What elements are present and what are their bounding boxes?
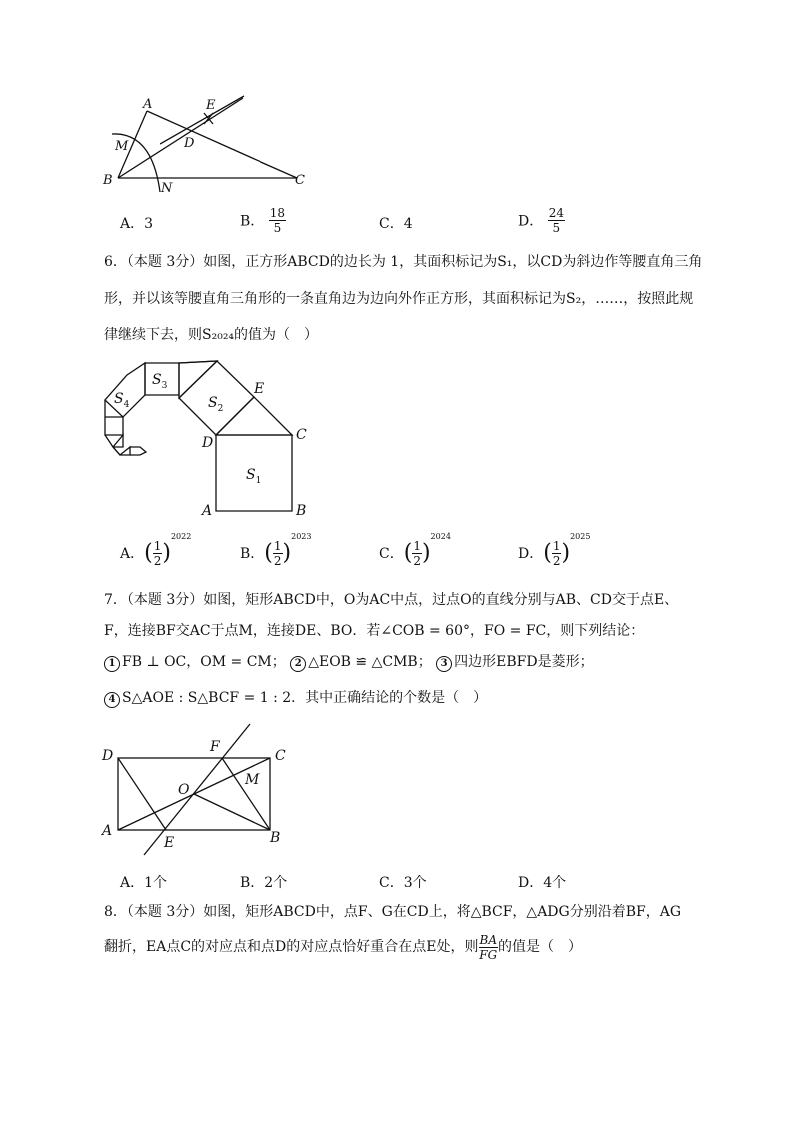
q5-option-d[interactable]: D． $\frac{24}{5}$	[518, 206, 564, 235]
label-a: A	[143, 97, 153, 112]
label-a7: A	[102, 823, 113, 839]
q7-option-d[interactable]: D．4个	[518, 875, 567, 891]
label-d: D	[184, 136, 195, 151]
q6-line-1: 6．（本题 3分）如图，正方形ABCD的边长为 1，其面积标记为S₁，以CD为斜边作等腰直角三角	[104, 254, 703, 270]
q6-option-d[interactable]: D．( $\frac{1}{2}$ )$^{2025}$	[518, 532, 591, 568]
label-f7: F	[210, 739, 220, 755]
q8-fraction: $\frac{BA}{FG}$	[479, 932, 498, 962]
q6-option-b[interactable]: B．( $\frac{1}{2}$ )$^{2023}$	[240, 532, 312, 568]
q5-option-b-fraction: $\frac{18}{5}$	[269, 206, 286, 235]
q6-line-3: 律继续下去，则S₂₀₂₄的值为（ ）	[104, 327, 319, 343]
q7-option-a[interactable]: A．1个	[120, 875, 168, 891]
q6-line-2: 形，并以该等腰直角三角形的一条直角边为边向外作正方形，其面积标记为S₂，……，按照此规	[104, 291, 694, 307]
q5-option-c[interactable]: C．4	[379, 216, 413, 232]
q5-option-a[interactable]: A．3	[120, 216, 154, 232]
square-s3	[179, 361, 217, 398]
triangle-3	[179, 361, 217, 363]
tail	[130, 447, 146, 455]
label-d7: D	[102, 748, 114, 764]
label-e: E	[206, 98, 216, 113]
conclusion-3-marker: 3	[436, 656, 452, 672]
q6-option-c[interactable]: C．( $\frac{1}{2}$ )$^{2024}$	[379, 532, 451, 568]
label-s3: $S_3$	[152, 372, 168, 391]
q5-figure-right	[260, 92, 320, 200]
triangle-cde	[216, 397, 292, 435]
q8-line-1: 8．（本题 3分）如图，矩形ABCD中，点F、G在CD上，将△BCF，△ADG分别沿着BF，AG	[104, 904, 682, 920]
q7-line-1: 7．（本题 3分）如图，矩形ABCD中，O为AC中点，过点O的直线分别与AB、CD交于点E、	[104, 592, 679, 608]
label-m: M	[115, 139, 129, 154]
label-b: B	[103, 173, 113, 188]
label-s2: $S_2$	[208, 395, 224, 414]
label-b6: B	[296, 503, 307, 519]
label-n: N	[161, 181, 173, 196]
q7-line-3: 1 FB ⊥ OC，OM = CM； 2 △EOB ≌ △CMB； 3 四边形EBFD是菱形；	[104, 652, 594, 672]
label-c6: C	[296, 427, 307, 443]
q5-options	[120, 206, 680, 250]
label-s4: $S_4$	[114, 391, 130, 410]
label-d6: D	[202, 435, 214, 451]
q7-option-b[interactable]: B．2个	[240, 875, 288, 891]
label-b7: B	[270, 830, 281, 846]
q8-line-2: 翻折，EA点C的对应点和点D的对应点恰好重合在点E处，则 $\frac{BA}{FG}$ 的值是（ ）	[104, 932, 582, 962]
line-ef	[144, 724, 250, 855]
label-s1: $S_1$	[246, 467, 262, 486]
q5-option-d-fraction: $\frac{24}{5}$	[548, 206, 564, 235]
q7-option-c[interactable]: C．3个	[379, 875, 427, 891]
label-c7: C	[275, 748, 286, 764]
q6-figure	[100, 355, 320, 520]
conclusion-4-marker: 4	[104, 692, 120, 708]
q6-option-a[interactable]: A．( $\frac{1}{2}$ )$^{2022}$	[120, 532, 192, 568]
label-o7: O	[178, 782, 190, 798]
label-e7: E	[164, 835, 175, 851]
conclusion-1-marker: 1	[104, 656, 120, 672]
label-m7: M	[245, 772, 260, 788]
q7-figure	[100, 720, 300, 860]
label-c: C	[295, 173, 305, 188]
q7-line-4: 4 S△AOE : S△BCF = 1 : 2．其中正确结论的个数是（ ）	[104, 688, 487, 708]
label-e6: E	[254, 381, 265, 397]
q5-ray-end	[160, 92, 250, 152]
conclusion-2-marker: 2	[290, 656, 306, 672]
q7-line-2: F，连接BF交AC于点M，连接DE、BO．若∠COB = 60°，FO = FC，则下列结论：	[104, 623, 645, 639]
q5-option-b[interactable]: B． $\frac{18}{5}$	[240, 206, 286, 235]
q6-options	[120, 532, 680, 576]
label-a6: A	[202, 503, 213, 519]
